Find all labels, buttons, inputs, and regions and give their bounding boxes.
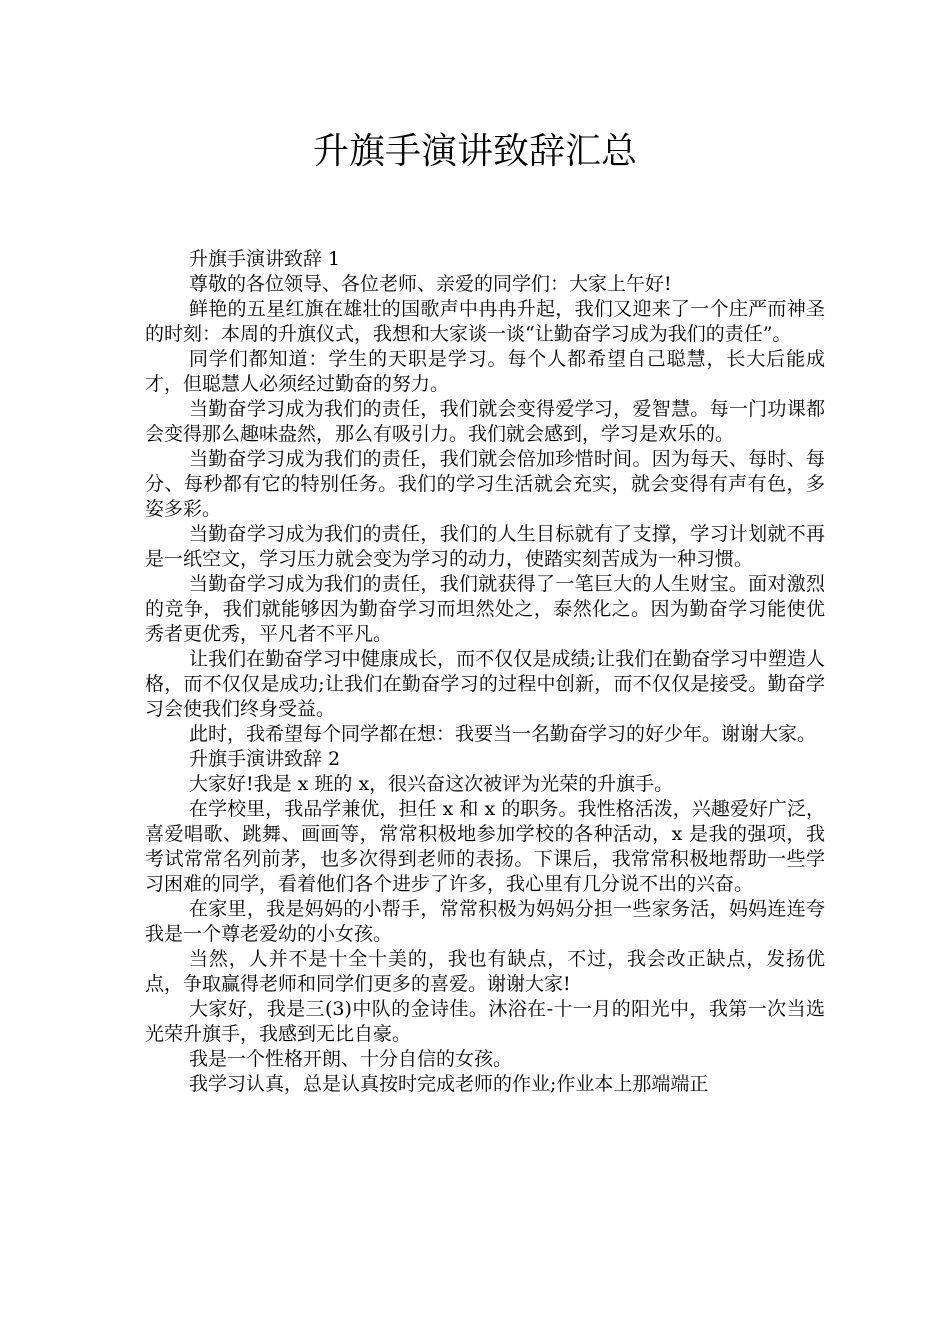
paragraph: 大家好!我是 x 班的 x，很兴奋这次被评为光荣的升旗手。	[189, 773, 674, 795]
paragraph: 大家好，我是三(3)中队的金诗佳。沐浴在-十一月的阳光中，我第一次当选光荣升旗手，我感到无比自豪。	[145, 998, 825, 1045]
paragraph: 鲜艳的五星红旗在雄壮的国歌声中冉冉升起，我们又迎来了一个庄严而神圣的时刻：本周的升旗仪式，我想和大家谈一谈“让勤奋学习成为我们的责任”。	[145, 298, 825, 345]
paragraph: 让我们在勤奋学习中健康成长，而不仅仅是成绩;让我们在勤奋学习中塑造人格，而不仅仅是成功;让我们在勤奋学习的过程中创新，而不仅仅是接受。勤奋学习会使我们终身受益。	[145, 648, 825, 720]
paragraph: 在家里，我是妈妈的小帮手，常常积极为妈妈分担一些家务活，妈妈连连夸我是一个尊老爱幼的小女孩。	[145, 898, 825, 945]
paragraph: 尊敬的各位领导、各位老师、亲爱的同学们：大家上午好!	[189, 273, 672, 295]
paragraph: 同学们都知道：学生的天职是学习。每个人都希望自己聪慧，长大后能成才，但聪慧人必须经过勤奋的努力。	[145, 348, 825, 395]
paragraph: 在学校里，我品学兼优，担任 x 和 x 的职务。我性格活泼，兴趣爱好广泛，喜爱唱歌、跳舞、画画等，常常积极地参加学校的各种活动，x 是我的强项，我考试常常名列前茅，也多次得到老师的表扬。下课后，我常常积极地帮助一些学习困难的同学，看着他们各个进步了许多，我心里有几分说不出的兴奋。	[145, 798, 825, 895]
paragraph: 当勤奋学习成为我们的责任，我们就会变得爱学习，爱智慧。每一门功课都会变得那么趣味盎然，那么有吸引力。我们就会感到，学习是欢乐的。	[145, 398, 825, 445]
paragraph: 我学习认真，总是认真按时完成老师的作业;作业本上那端端正	[189, 1073, 709, 1095]
section-heading-2: 升旗手演讲致辞 2	[189, 748, 341, 770]
paragraph: 我是一个性格开朗、十分自信的女孩。	[189, 1048, 513, 1070]
document-title: 升旗手演讲致辞汇总	[312, 131, 637, 172]
section-heading-1: 升旗手演讲致辞 1	[189, 248, 341, 270]
paragraph: 当勤奋学习成为我们的责任，我们就会倍加珍惜时间。因为每天、每时、每分、每秒都有它的特别任务。我们的学习生活就会充实，就会变得有声有色，多姿多彩。	[145, 448, 825, 520]
document-body	[145, 247, 825, 1097]
paragraph: 当勤奋学习成为我们的责任，我们的人生目标就有了支撑，学习计划就不再是一纸空文，学习压力就会变为学习的动力，使踏实刻苦成为一种习惯。	[145, 523, 825, 570]
paragraph: 当勤奋学习成为我们的责任，我们就获得了一笔巨大的人生财宝。面对激烈的竞争，我们就能够因为勤奋学习而坦然处之，泰然化之。因为勤奋学习能使优秀者更优秀，平凡者不平凡。	[145, 573, 825, 645]
paragraph: 当然，人并不是十全十美的，我也有缺点，不过，我会改正缺点，发扬优点，争取赢得老师和同学们更多的喜爱。谢谢大家!	[145, 948, 825, 995]
paragraph: 此时，我希望每个同学都在想：我要当一名勤奋学习的好少年。谢谢大家。	[189, 723, 817, 745]
